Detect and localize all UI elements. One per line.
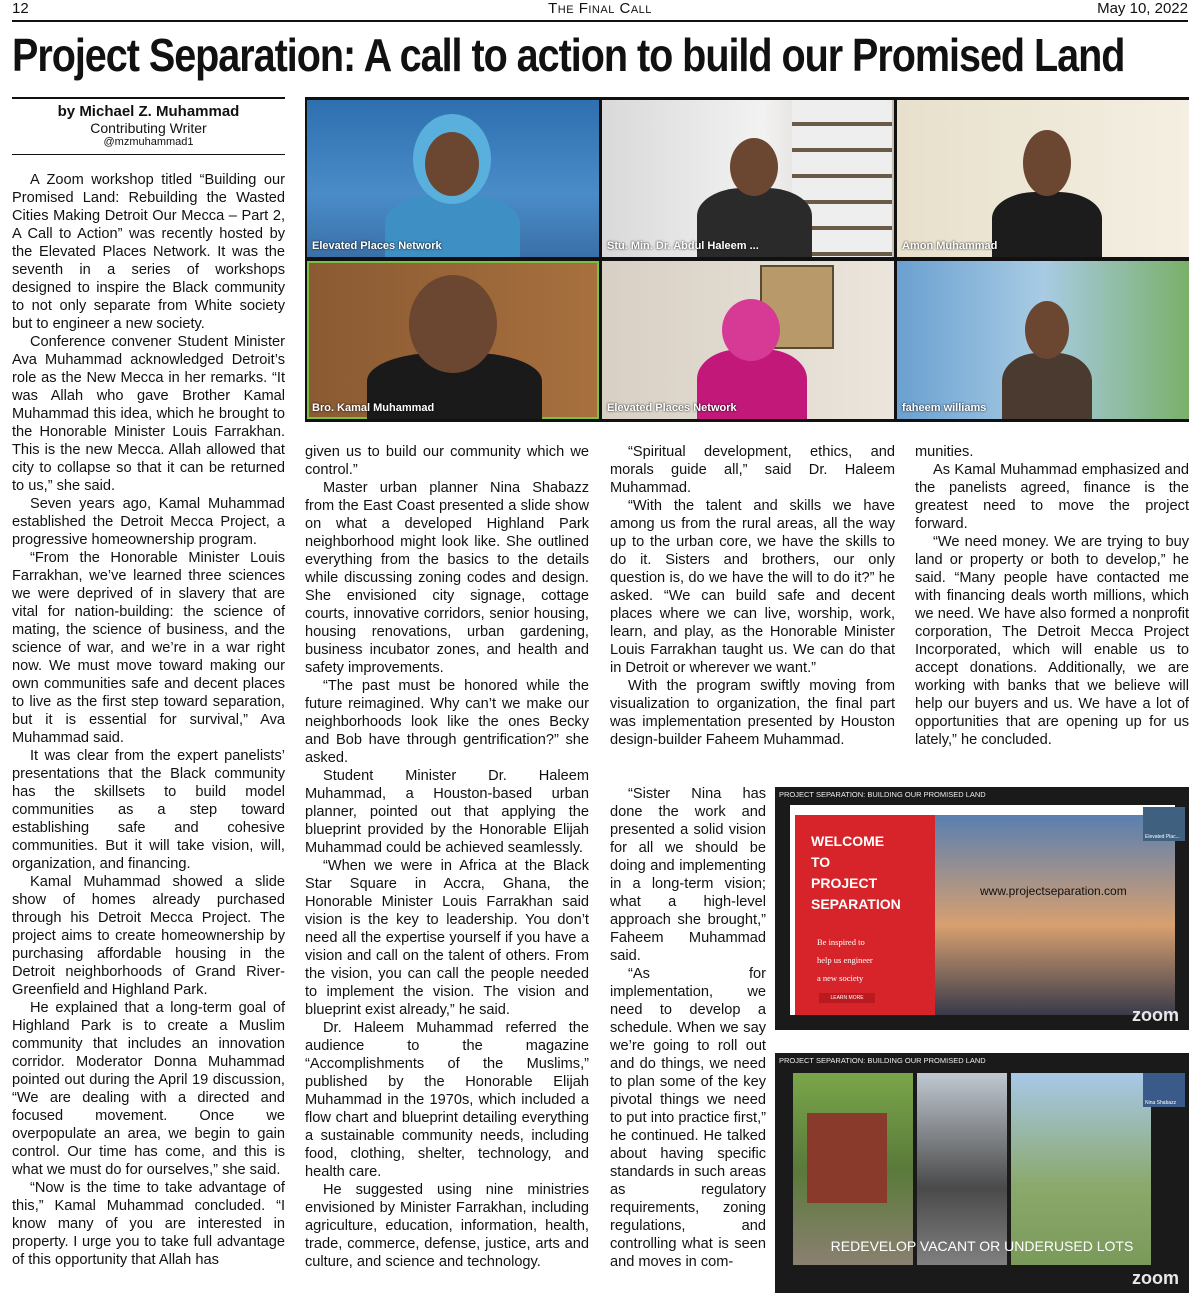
slide-tagline: Be inspired to help us engineer a new society	[817, 937, 873, 983]
article-paragraph: Kamal Muhammad showed a slide show of homes already purchased through his Detroit Mecca Project. The project aims to create homeownership by purchasing affordable housing in the Detroit neighborhoods of Grand River-Greenfield and Highland Park.	[12, 874, 285, 998]
article-paragraph: “Sister Nina has done the work and presented a solid vision for all we should be doing and implementing in a long-term vision; what a high-level approach she brought,” Faheem Muhammad said.	[610, 786, 766, 964]
video-tile	[602, 100, 894, 257]
video-tile	[307, 261, 599, 419]
tile-label: Amon Muhammad	[902, 240, 998, 252]
article-paragraph: He suggested using nine ministries envisioned by Minister Farrakhan, including agriculture, education, information, health, trade, commerce, defense, justice, arts and culture, and science and technology.	[305, 1182, 589, 1270]
slide-heading: WELCOME TO PROJECT SEPARATION	[811, 833, 901, 912]
article-column	[610, 785, 766, 1271]
tile-label: faheem williams	[902, 402, 987, 414]
tile-label: Elevated Places Network	[312, 240, 442, 252]
article-paragraph: It was clear from the expert panelists’ presentations that the Black community has the skillsets to build model communities as a step toward establishing safe and cohesive communities. But it will take vision, will, organization, and financing.	[12, 748, 285, 872]
article-column	[610, 443, 895, 749]
article-paragraph: “From the Honorable Minister Louis Farrakhan, we’ve learned three sciences we were deprived of in slavery that are vital for nation-building: the science of mating, the science of business, and the science of war, and we’re in a war right now. We must move toward making our own communities safe and decent places to live as the first step toward separation, but it is essential for survival,” Ava Muhammad said.	[12, 550, 285, 746]
slide-url: www.projectseparation.com	[980, 884, 1127, 898]
video-tile	[897, 100, 1189, 257]
article-column	[12, 171, 285, 1269]
learn-more-button: LEARN MORE	[819, 993, 875, 1003]
article-paragraph: “We need money. We are trying to buy land or property or both to develop,” he said. “Many people have contacted me with financing deals worth millions, which we need. We have also formed a nonprofit corporation, The Detroit Mecca Project Incorporated, which will enable us to accept donations. Additionally, we are working with banks that we believe will help our buyers and us. We have a lot of opportunities that are opening up for us lately,” he concluded.	[915, 534, 1189, 748]
article-paragraph: He explained that a long-term goal of Highland Park is to create a Muslim community that includes an innovation corridor. Moderator Donna Muhammad pointed out during the April 19 discussion, “We are dealing with a directed and focused movement. Once we overpopulate an area, we begin to gain control. Our time has come, and this is what we must do for ourselves,” she said.	[12, 1000, 285, 1178]
byline-rule	[12, 154, 285, 155]
article-paragraph: Dr. Haleem Muhammad referred the audience to the magazine “Accomplishments of the Muslims,” published by the Honorable Elijah Muhammad in the 1970s, which included a flow chart and blueprint detailing everything a sustainable community needs, including food, clothing, shelter, technology, and health care.	[305, 1020, 589, 1180]
article-column	[305, 443, 589, 1271]
article-paragraph: “The past must be honored while the future reimagined. Why can’t we make our neighborhoods look like the ones Becky and Bob have through gentrification?” she asked.	[305, 678, 589, 766]
byline-role: Contributing Writer	[90, 120, 207, 136]
article-paragraph: “With the talent and skills we have among us from the rural areas, all the way up to the urban core, we have the skills to do it. Sisters and brothers, our only question is, do we have the will to do it?” he asked. “We can build safe and decent places where we can live, worship, work, learn, and play, as the Honorable Minister Louis Farrakhan taught us. We can do that in Detroit or wherever we want.”	[610, 498, 895, 676]
screen-title: PROJECT SEPARATION: BUILDING OUR PROMISED LAND	[779, 790, 986, 799]
zoom-meeting-photo	[305, 97, 1189, 422]
video-tile	[307, 100, 599, 257]
article-paragraph: “Now is the time to take advantage of this,” Kamal Muhammad concluded. “I know many of you are interested in property. I urge you to take full advantage of this opportunity that Allah has	[12, 1180, 285, 1268]
issue-date: May 10, 2022	[1097, 0, 1188, 17]
article-paragraph: “When we were in Africa at the Black Star Square in Accra, Ghana, the Honorable Minister Louis Farrakhan said vision is the key to leadership. You don’t need all the expertise yourself if you have a vision and call on the talent of others. From the vision, you can call the people needed to implement the vision. The vision and blueprint exist already,” he said.	[305, 858, 589, 1018]
participant-thumbnail: Nina Shabazz	[1143, 1073, 1185, 1107]
byline	[12, 97, 285, 155]
zoom-watermark: zoom	[1132, 1005, 1179, 1025]
article-paragraph: Seven years ago, Kamal Muhammad established the Detroit Mecca Project, a progressive homeownership program.	[12, 496, 285, 548]
tile-label: Stu. Min. Dr. Abdul Haleem ...	[607, 240, 759, 252]
article-paragraph: With the program swiftly moving from visualization to organization, the final part was implementation presented by Houston design-builder Faheem Muhammad.	[610, 678, 895, 748]
article-paragraph: Conference convener Student Minister Ava Muhammad acknowledged Detroit’s role as the New Mecca in her remarks. “It was Allah who gave Brother Kamal Muhammad this idea, which he brought to the Honorable Minister Louis Farrakhan. This is the new Mecca. Allah allowed that city to collapse so that it can be returned to us,” she said.	[12, 334, 285, 494]
slide-screenshot-redevelop	[775, 1053, 1189, 1293]
tile-label: Bro. Kamal Muhammad	[312, 402, 435, 414]
article-paragraph: Student Minister Dr. Haleem Muhammad, a Houston-based urban planner, pointed out that applying the blueprint provided by the Honorable Elijah Muhammad could be achieved seamlessly.	[305, 768, 589, 856]
article-paragraph: given us to build our community which we control.”	[305, 444, 589, 478]
article-paragraph: Master urban planner Nina Shabazz from the East Coast presented a slide show on what a developed Highland Park neighborhood might look like. She outlined everything from the basics to the details while discussing zoning codes and design. She envisioned city signage, cottage courts, innovative corridors, senior housing, housing renovations, urban gardening, business incubator zones, and health and safety improvements.	[305, 480, 589, 676]
screen-title: PROJECT SEPARATION: BUILDING OUR PROMISED LAND	[779, 1056, 986, 1065]
slide-caption: REDEVELOP VACANT OR UNDERUSED LOTS	[830, 1238, 1134, 1254]
byline-author: by Michael Z. Muhammad	[57, 103, 240, 120]
article-column	[915, 443, 1189, 749]
byline-handle: @mzmuhammad1	[103, 136, 194, 148]
article-paragraph: A Zoom workshop titled “Building our Promised Land: Rebuilding the Wasted Cities Making Detroit Our Mecca – Part 2, A Call to Action” was recently hosted by the Elevated Places Network. It was the seventh in a series of workshops designed to inspire the Black community to not only separate from White society but to engineer a new society.	[12, 172, 285, 332]
slide-screenshot-welcome	[775, 787, 1189, 1030]
headline: Project Separation: A call to action to build our Promised Land	[12, 29, 1125, 81]
tile-label: Elevated Places Network	[607, 402, 737, 414]
video-tile	[897, 261, 1189, 419]
page-number: 12	[12, 0, 29, 17]
masthead: The Final Call	[548, 0, 652, 17]
article-paragraph: munities.	[915, 444, 974, 460]
zoom-watermark: zoom	[1132, 1268, 1179, 1288]
folio-line	[12, 0, 1188, 20]
top-rule	[12, 20, 1188, 22]
video-tile	[602, 261, 894, 419]
article-paragraph: “Spiritual development, ethics, and morals guide all,” said Dr. Haleem Muhammad.	[610, 444, 895, 496]
article-paragraph: “As for implementation, we need to develop a schedule. When we say we’re going to roll out and do things, we need to plan some of the key pivotal things we need to put into practice first,” he continued. He talked about having specific standards in such areas as regulatory requirements, zoning regulations, and controlling what is seen and moves in com-	[610, 966, 766, 1270]
article-paragraph: As Kamal Muhammad emphasized and the panelists agreed, finance is the greatest need to move the project forward.	[915, 462, 1189, 532]
participant-thumbnail: Elevated Plac...	[1143, 807, 1185, 841]
